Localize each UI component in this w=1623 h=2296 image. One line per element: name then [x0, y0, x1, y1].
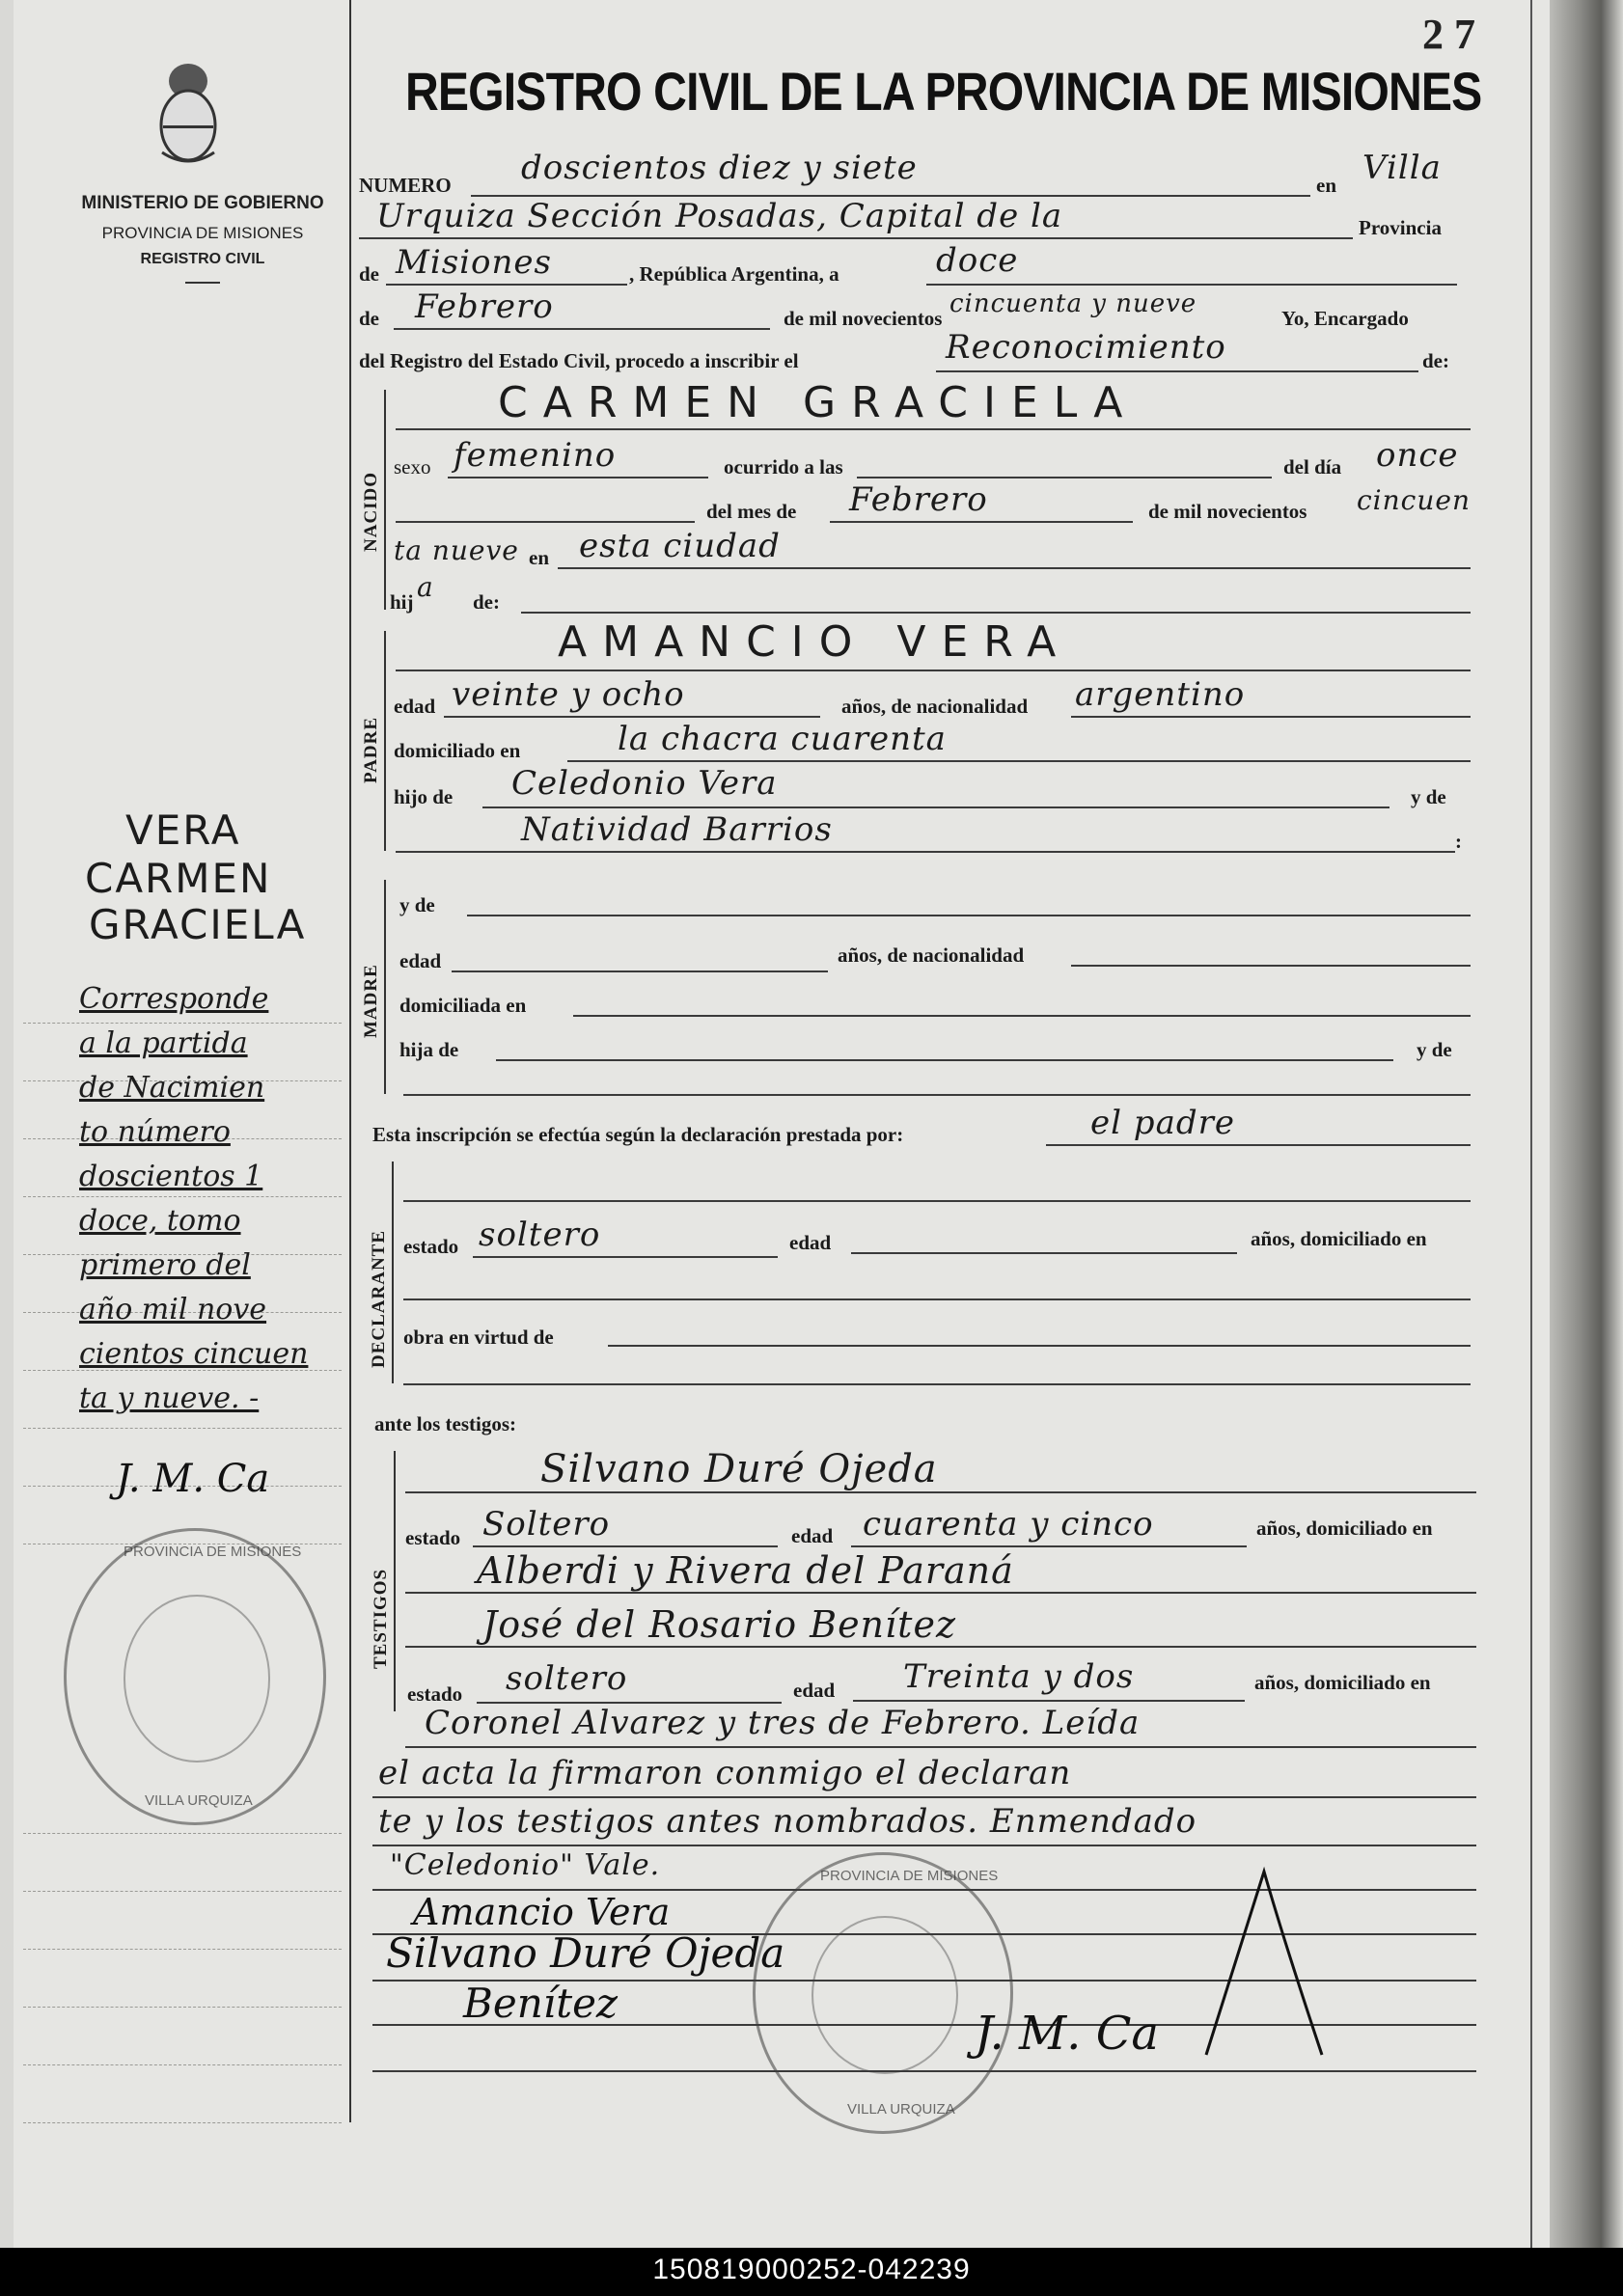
closing-text-1: el acta la firmaron conmigo el declaran	[378, 1754, 1072, 1792]
margin-rule	[23, 1196, 342, 1197]
signature-testigo1: Silvano Duré Ojeda	[386, 1929, 785, 1977]
padre-domicilio-value: la chacra cuarenta	[618, 720, 947, 758]
madre-edad-label: edad	[399, 949, 442, 972]
declarante-name-line	[403, 1200, 1471, 1202]
hijo-de-label: de:	[473, 590, 500, 614]
margin-note-line: ta y nueve. -	[79, 1381, 260, 1415]
place-value-2: Urquiza Sección Posadas, Capital de la	[376, 197, 1063, 235]
de-label-2: de	[359, 307, 379, 330]
anio-label: de mil novecientos	[1148, 500, 1307, 523]
month-line	[394, 328, 770, 330]
official-stamp-right	[753, 1852, 1013, 2134]
de-label: de	[359, 262, 379, 286]
padre-mother-value: Natividad Barrios	[521, 810, 833, 849]
testigos-label: TESTIGOS	[371, 1568, 391, 1669]
right-border	[1530, 0, 1532, 2248]
margin-rule	[23, 2064, 342, 2065]
act-value: Reconocimiento	[946, 328, 1226, 367]
margin-rule	[23, 1891, 342, 1892]
madre-last-line	[403, 1094, 1471, 1096]
day-line	[926, 284, 1457, 286]
margin-note-line: doscientos 1	[79, 1160, 263, 1193]
declarante-estado-label: estado	[403, 1235, 459, 1258]
coat-of-arms-icon	[152, 56, 224, 170]
testigo2-dom-value: Coronel Alvarez y tres de Febrero. Leída	[425, 1704, 1141, 1742]
padre-father-line	[482, 806, 1389, 808]
margin-middlename: GRACIELA	[89, 901, 307, 948]
year-value: cincuenta y nueve	[949, 289, 1197, 318]
testigo2-estado-label: estado	[407, 1682, 463, 1706]
encargado-label: Yo, Encargado	[1281, 307, 1409, 330]
place-line	[359, 237, 1353, 239]
madre-yde2-label: y de	[1417, 1038, 1452, 1061]
declaracion-value: el padre	[1090, 1104, 1235, 1142]
sexo-label: sexo	[394, 455, 431, 478]
hijo-label: hij	[390, 590, 414, 614]
lugar-line	[558, 567, 1471, 569]
book-spine	[1550, 0, 1623, 2248]
testigo2-dom-line	[405, 1746, 1476, 1748]
testigos-bracket	[394, 1451, 401, 1711]
padre-name-value: AMANCIO VERA	[558, 617, 1072, 667]
padre-yde-label: y de	[1411, 785, 1446, 808]
margin-note-line: de Nacimien	[79, 1071, 265, 1105]
testigo1-dom-value: Alberdi y Rivera del Paraná	[477, 1549, 1014, 1592]
signature-flourish	[1197, 1862, 1332, 2064]
act-line	[936, 370, 1418, 372]
obra-label: obra en virtud de	[403, 1326, 554, 1349]
nacido-name-value: CARMEN GRACIELA	[498, 378, 1139, 427]
madre-edad-line	[452, 970, 828, 972]
testigo1-name-value: Silvano Duré Ojeda	[540, 1447, 938, 1491]
republica-label: , República Argentina, a	[629, 262, 839, 286]
testigo1-estado-line	[473, 1545, 778, 1547]
margin-rule	[23, 2122, 342, 2123]
declaracion-label: Esta inscripción se efectúa según la declaración prestada por:	[372, 1123, 904, 1146]
padre-edad-label: edad	[394, 695, 436, 718]
madre-domicilio-label: domiciliada en	[399, 994, 527, 1017]
padre-nac-label: años, de nacionalidad	[841, 695, 1029, 718]
padre-edad-line	[444, 716, 820, 718]
de-colon-label: de:	[1422, 349, 1449, 372]
nacido-en-label: en	[529, 546, 549, 569]
testigo1-edad-value: cuarenta y cinco	[863, 1505, 1154, 1544]
closing-text-2: te y los testigos antes nombrados. Enmendado	[378, 1802, 1197, 1841]
nacido-name-line	[396, 428, 1471, 430]
margin-signature: J. M. Ca	[116, 1457, 270, 1501]
province-line	[386, 284, 627, 286]
testigo2-name-value: José del Rosario Benítez	[482, 1603, 956, 1646]
divider	[185, 282, 220, 284]
obra-line	[608, 1345, 1471, 1347]
madre-bracket	[384, 880, 392, 1094]
margin-note-line: to número	[79, 1115, 231, 1149]
padre-father-value: Celedonio Vera	[511, 764, 778, 803]
document-code: 150819000252-042239	[652, 2254, 971, 2285]
declarante-last-line	[403, 1383, 1471, 1385]
sexo-line	[448, 477, 708, 478]
mes-label: del mes de	[706, 500, 797, 523]
stamp-right-text: PROVINCIA DE MISIONES	[820, 1868, 999, 1884]
numero-value: doscientos diez y siete	[521, 149, 918, 187]
padre-name-line	[396, 670, 1471, 671]
declarante-edad-line	[851, 1252, 1237, 1254]
numero-label: NUMERO	[359, 174, 452, 197]
testigo2-dom-label: años, domiciliado en	[1254, 1671, 1431, 1694]
padre-nac-line	[1071, 716, 1471, 718]
ministry-name: MINISTERIO DE GOBIERNO	[81, 193, 324, 213]
margin-rule	[23, 1023, 342, 1024]
margin-note-line: cientos cincuen	[79, 1337, 309, 1371]
margin-note-line: doce, tomo	[79, 1204, 241, 1238]
margin-rule	[23, 2007, 342, 2008]
testigo1-dom-label: años, domiciliado en	[1256, 1517, 1433, 1540]
official-stamp-left	[64, 1528, 326, 1825]
mes-value: Febrero	[849, 480, 988, 519]
province-value: Misiones	[396, 243, 552, 282]
provincia-label: Provincia	[1359, 216, 1442, 239]
declaracion-line	[1046, 1144, 1471, 1146]
stamp-left-text: PROVINCIA DE MISIONES	[124, 1544, 302, 1560]
declarante-estado-line	[473, 1256, 778, 1258]
declarante-estado-value: soltero	[479, 1216, 601, 1254]
madre-nac-line	[1071, 965, 1471, 967]
madre-yde-label: y de	[399, 893, 435, 916]
ocurrido-label: ocurrido a las	[724, 455, 843, 478]
madre-domicilio-line	[573, 1015, 1471, 1017]
padre-nac-value: argentino	[1075, 675, 1246, 714]
testigo1-name-line	[405, 1491, 1476, 1493]
place-value-1: Villa	[1362, 149, 1442, 187]
lugar-value: esta ciudad	[579, 527, 781, 565]
hijo-suffix: a	[417, 571, 434, 603]
padre-hijo-label: hijo de	[394, 785, 454, 808]
testigo2-edad-label: edad	[793, 1679, 836, 1702]
margin-surname: VERA	[125, 806, 241, 854]
testigo1-edad-label: edad	[791, 1524, 834, 1547]
testigo1-dom-line	[405, 1592, 1476, 1594]
testigo1-estado-value: Soltero	[482, 1505, 611, 1544]
declarante-bracket	[392, 1162, 399, 1383]
declarante-domicilio-label: años, domiciliado en	[1251, 1227, 1427, 1250]
padre-domicilio-line	[567, 760, 1471, 762]
hijo-line	[521, 612, 1471, 614]
padre-label: PADRE	[361, 716, 381, 783]
padre-edad-value: veinte y ocho	[452, 675, 685, 714]
madre-hija-line	[496, 1059, 1393, 1061]
padre-colon: :	[1455, 830, 1462, 853]
declarante-domicilio-line	[403, 1298, 1471, 1300]
mes-line	[830, 521, 1133, 523]
madre-name-line	[467, 915, 1471, 916]
province-name: PROVINCIA DE MISIONES	[101, 224, 304, 242]
margin-rule	[23, 1428, 342, 1429]
madre-hija-label: hija de	[399, 1038, 459, 1061]
testigo2-estado-value: soltero	[506, 1659, 628, 1698]
madre-label: MADRE	[361, 964, 381, 1038]
testigo2-name-line	[405, 1646, 1476, 1648]
declarante-label: DECLARANTE	[369, 1229, 389, 1368]
margin-rule	[23, 1833, 342, 1834]
margin-rule	[23, 1949, 342, 1950]
padre-bracket	[384, 631, 392, 851]
closing-line-2	[372, 1845, 1476, 1846]
margin-divider	[349, 0, 351, 2122]
folio-number: 2 7	[1422, 11, 1475, 58]
nacido-bracket	[384, 390, 392, 610]
page-title: REGISTRO CIVIL DE LA PROVINCIA DE MISIONES	[405, 61, 1482, 122]
margin-note-line: primero del	[79, 1248, 251, 1282]
madre-nac-label: años, de nacionalidad	[838, 943, 1025, 967]
en-label: en	[1316, 174, 1336, 197]
padre-mother-line	[396, 851, 1455, 853]
declarante-edad-label: edad	[789, 1231, 832, 1254]
testigo1-estado-label: estado	[405, 1526, 461, 1549]
closing-text-3: "Celedonio" Vale.	[390, 1848, 661, 1882]
anio-value-2: ta nueve	[394, 534, 519, 566]
closing-line-1	[372, 1796, 1476, 1798]
signature-padre: Amancio Vera	[413, 1891, 671, 1933]
day-value: doce	[936, 241, 1019, 280]
sexo-value: femenino	[454, 436, 617, 475]
margin-note-line: Corresponde	[79, 982, 269, 1016]
signature-testigo2: Benítez	[463, 1980, 619, 2027]
margin-note-line: a la partida	[79, 1026, 248, 1060]
month-value: Febrero	[415, 287, 554, 326]
testigo2-edad-value: Treinta y dos	[903, 1657, 1135, 1696]
testigo2-edad-line	[853, 1700, 1245, 1702]
nacido-label: NACIDO	[361, 471, 381, 552]
year-label: de mil novecientos	[784, 307, 943, 330]
testigo1-edad-line	[851, 1545, 1247, 1547]
dia-label: del día	[1283, 455, 1342, 478]
margin-note-line: año mil nove	[79, 1293, 267, 1326]
dia-value: once	[1376, 436, 1459, 475]
registro-label: del Registro del Estado Civil, procedo a inscribir el	[359, 349, 799, 372]
stamp-left-text-2: VILLA URQUIZA	[145, 1792, 253, 1809]
ministry-header	[58, 193, 347, 284]
anio-value-1: cincuen	[1357, 484, 1471, 516]
hora-line	[396, 521, 695, 523]
padre-domicilio-label: domiciliado en	[394, 739, 521, 762]
stamp-right-text-2: VILLA URQUIZA	[847, 2101, 955, 2118]
office-name: REGISTRO CIVIL	[140, 251, 265, 267]
margin-firstname: CARMEN	[85, 855, 272, 902]
signature-encargado: J. M. Ca	[975, 2007, 1160, 2061]
ante-testigos-label: ante los testigos:	[374, 1412, 516, 1435]
ocurrido-line	[857, 477, 1272, 478]
